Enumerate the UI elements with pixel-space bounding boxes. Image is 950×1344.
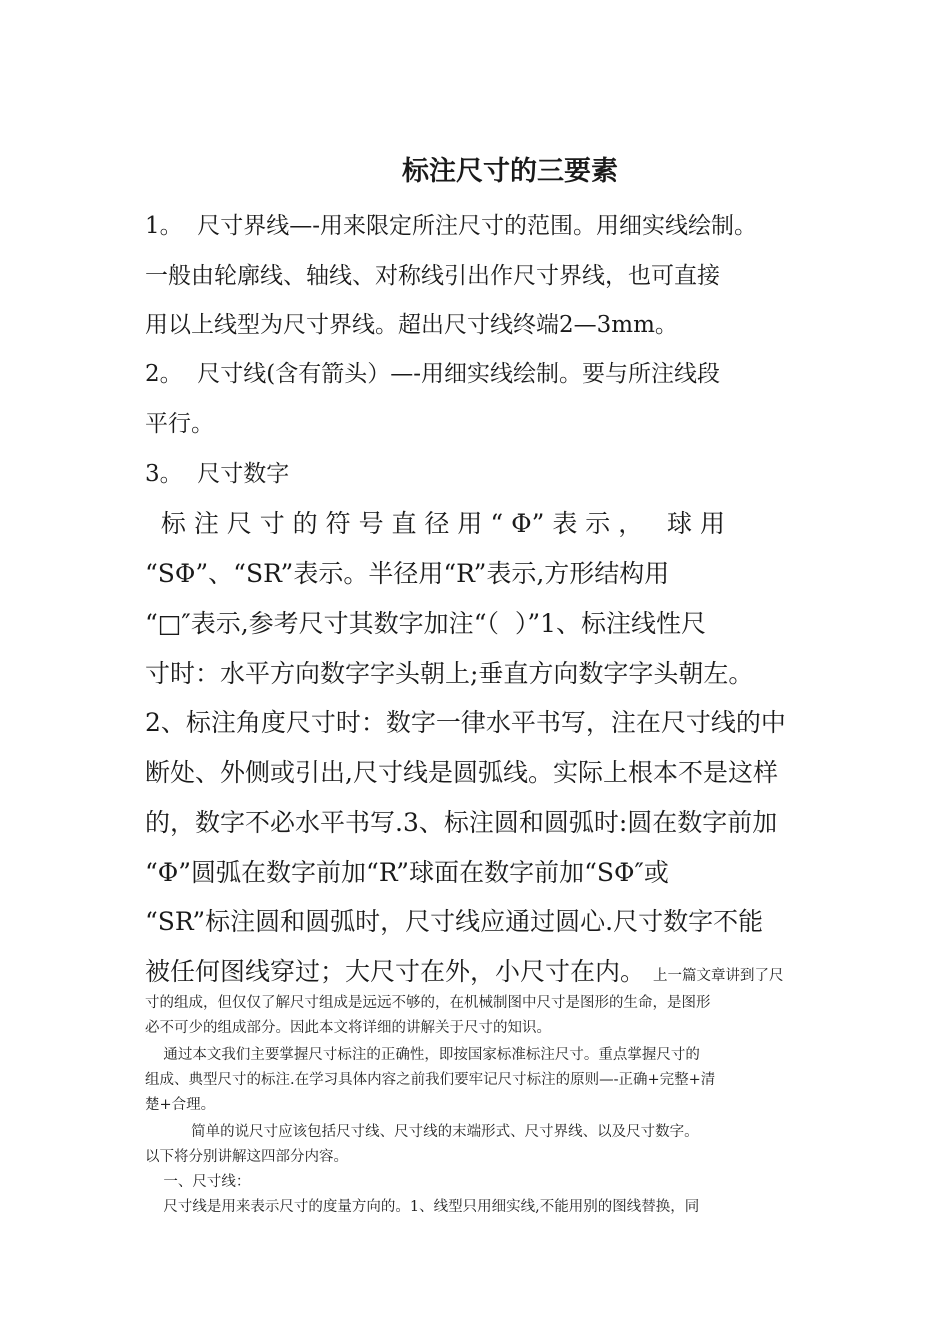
paragraph-line: 的，数字不必水平书写.3、标注圆和圆弧时:圆在数字前加 — [145, 808, 778, 837]
paragraph-line: “SR”标注圆和圆弧时，尺寸线应通过圆心.尺寸数字不能 — [145, 907, 764, 936]
paragraph-line: 2、标注角度尺寸时：数字一律水平书写，注在尺寸线的中 — [145, 708, 786, 737]
paragraph-line: 平行。 — [145, 411, 214, 437]
small-paragraph-line: 简单的说尺寸应该包括尺寸线、尺寸线的末端形式、尺寸界线、以及尺寸数字。 — [145, 1124, 699, 1140]
paragraph-line — [145, 955, 783, 993]
small-paragraph-line: 必不可少的组成部分。因此本文将详细的讲解关于尺寸的知识。 — [145, 1020, 551, 1036]
paragraph-line: “Φ”圆弧在数字前加“R”球面在数字前加“SΦ″或 — [145, 858, 669, 887]
small-paragraph-line: 一、尺寸线： — [145, 1174, 251, 1190]
paragraph-line: 2。 尺寸线(含有箭头）—-用细实线绘制。要与所注线段 — [145, 361, 720, 387]
small-paragraph-line: 楚+合理。 — [145, 1097, 216, 1113]
paragraph-line: 标 注 尺 寸 的 符 号 直 径 用 “ Φ” 表 示 ， 球 用 — [145, 509, 725, 538]
paragraph-line: 寸时：水平方向数字字头朝上;垂直方向数字字头朝左。 — [145, 659, 754, 688]
paragraph-line: 一般由轮廓线、轴线、对称线引出作尺寸界线，也可直接 — [145, 263, 720, 289]
small-paragraph-line: 通过本文我们主要掌握尺寸标注的正确性，即按国家标准标注尺寸。重点掌握尺寸的 — [145, 1047, 700, 1063]
paragraph-line: 3。 尺寸数字 — [145, 461, 290, 487]
paragraph-line: “□″表示,参考尺寸其数字加注“（ ）”1、标注线性尺 — [145, 609, 707, 638]
paragraph-line: “SΦ”、“SR”表示。半径用“R”表示,方形结构用 — [145, 559, 670, 588]
paragraph-line: 1。 尺寸界线—-用来限定所注尺寸的范围。用细实线绘制。 — [145, 213, 758, 239]
paragraph-line: 断处、外侧或引出,尺寸线是圆弧线。实际上根本不是这样 — [145, 758, 778, 787]
small-paragraph-line: 组成、典型尺寸的标注.在学习具体内容之前我们要牢记尺寸标注的原则—-正确+完整+清 — [145, 1072, 716, 1088]
small-paragraph-line: 以下将分别讲解这四部分内容。 — [145, 1149, 348, 1165]
document-title: 标注尺寸的三要素 — [402, 156, 618, 187]
small-paragraph-line: 尺寸线是用来表示尺寸的度量方向的。1、线型只用细实线,不能用别的图线替换，同 — [145, 1199, 700, 1215]
small-paragraph-line: 寸的组成，但仅仅了解尺寸组成是远远不够的，在机械制图中尺寸是图形的生命，是图形 — [145, 995, 711, 1011]
paragraph-line-text: 被任何图线穿过；大尺寸在外，小尺寸在内。 — [145, 957, 646, 986]
paragraph-line: 用以上线型为尺寸界线。超出尺寸线终端2—3mm。 — [145, 312, 678, 338]
inline-small-text: 上一篇文章讲到了尺 — [652, 968, 784, 984]
